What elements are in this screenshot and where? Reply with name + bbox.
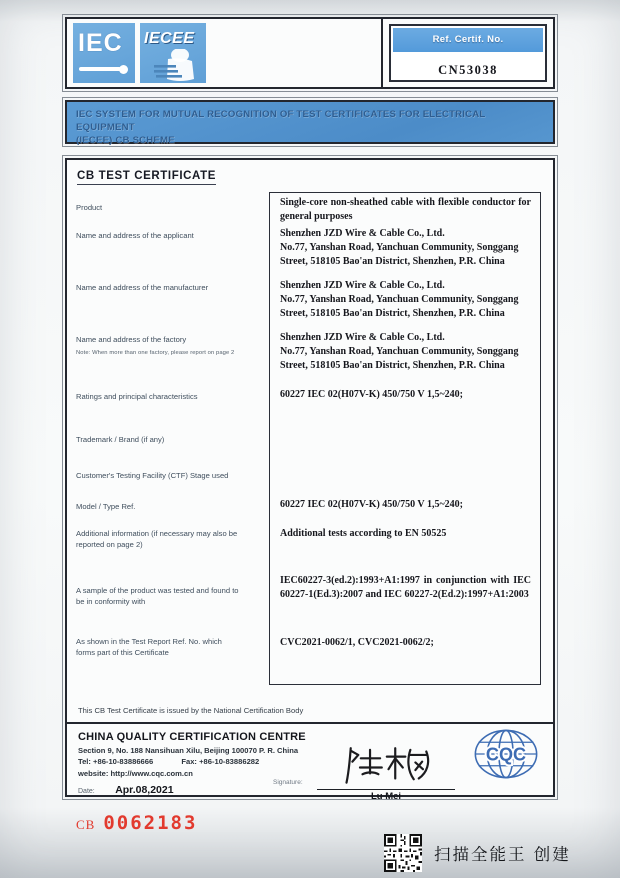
tel: Tel: +86-10-83886666 (78, 757, 154, 767)
row-value (269, 276, 541, 328)
ref-certif-label: Ref. Certif. No. (393, 28, 543, 52)
row-label: Ratings and principal characteristics (76, 392, 198, 401)
row-value: CVC2021-0062/1, CVC2021-0062/2; (269, 633, 541, 685)
fax: Fax: +86-10-83886282 (181, 757, 260, 767)
row-model-type (67, 495, 553, 524)
row-label-text: Name and address of the factory (76, 335, 187, 344)
row-label: A sample of the product was tested and found to be in conformity with (76, 586, 239, 606)
row-label: Additional information (if necessary may also be reported on page 2) (76, 529, 238, 549)
certification-body-footer (67, 722, 553, 807)
factory-note: Note: When more than one factory, please report on page 2 (76, 350, 235, 356)
iec-logo-icon (73, 23, 135, 83)
row-label: As shown in the Test Report Ref. No. which forms part of this Certificate (76, 637, 222, 657)
date-label: Date: (78, 788, 95, 795)
row-product (67, 192, 553, 224)
iecee-mark-icon (140, 49, 206, 83)
row-applicant (67, 224, 553, 276)
row-label: Trademark / Brand (if any) (76, 435, 165, 444)
date-value: Apr.08,2021 (115, 784, 174, 796)
row-value: Single-core non-sheathed cable with flexible conductor for general purposes (269, 192, 541, 224)
website-line: website: http://www.cqc.com.cn (78, 768, 193, 778)
logo-cell (67, 19, 383, 87)
signatory-name: Lu Mei (370, 791, 402, 802)
certificate-body-box (62, 155, 558, 800)
row-label: Name and address of the manufacturer (76, 283, 209, 292)
row-label: Model / Type Ref. (76, 502, 136, 511)
address-line: No.77, Yanshan Road, Yanchuan Community, Songgang Street, 518105 Bao'an District, Shenzhen, P.R. China (280, 346, 519, 371)
signature-label: Signature: (273, 779, 303, 786)
stamp-number: 0062183 (103, 812, 198, 834)
date-line (78, 780, 174, 798)
row-value (269, 224, 541, 276)
signature-block (273, 744, 455, 802)
row-additional-info (67, 524, 553, 571)
row-manufacturer (67, 276, 553, 328)
certificate-serial-stamp (76, 812, 197, 834)
row-value: 60227 IEC 02(H07V-K) 450/750 V 1,5~240; (269, 385, 541, 428)
scanner-watermark-text: 扫描全能王 创建 (434, 845, 571, 864)
signature-handwriting (326, 744, 446, 786)
header-box (62, 14, 558, 92)
row-trademark (67, 428, 553, 467)
iecee-logo-text: IECEE (144, 30, 195, 47)
iec-logo-bar (79, 67, 121, 71)
row-label (67, 328, 269, 385)
row-label: Customer's Testing Facility (CTF) Stage used (76, 471, 229, 480)
row-value (269, 328, 541, 385)
scheme-banner-line1: IEC SYSTEM FOR MUTUAL RECOGNITION OF TEST CERTIFICATES FOR ELECTRICAL EQUIPMENT (76, 109, 486, 133)
row-conformity (67, 571, 553, 633)
certification-body-address: Section 9, No. 188 Nansihuan Xilu, Beijing 100070 P. R. China (78, 746, 299, 755)
cqc-logo-text: CQC (485, 744, 527, 765)
company-line: Shenzhen JZD Wire & Cable Co., Ltd. (280, 332, 445, 343)
iec-logo-text: IEC (78, 29, 123, 57)
row-value (269, 428, 541, 467)
row-value: 60227 IEC 02(H07V-K) 450/750 V 1,5~240; (269, 495, 541, 524)
qr-code-icon (384, 834, 422, 872)
certificate-title: CB TEST CERTIFICATE (77, 170, 216, 185)
iecee-logo-icon (140, 23, 206, 83)
company-line: Shenzhen JZD Wire & Cable Co., Ltd. (280, 280, 445, 291)
company-line: Shenzhen JZD Wire & Cable Co., Ltd. (280, 228, 445, 239)
row-label: Product (76, 203, 103, 212)
row-factory (67, 328, 553, 385)
signature-line (317, 789, 455, 790)
row-test-report (67, 633, 553, 685)
ref-cell (383, 19, 553, 87)
ref-certif-box (389, 24, 547, 82)
scheme-banner (62, 97, 558, 147)
row-value: IEC60227-3(ed.2):1993+A1:1997 in conjunction with IEC 60227-1(Ed.3):2007 and IEC 60227-2(Ed.2):1997+A1:2003 (269, 571, 541, 633)
certificate-rows (67, 192, 553, 685)
iec-logo-dot (119, 65, 128, 74)
address-line: No.77, Yanshan Road, Yanchuan Community, Songgang Street, 518105 Bao'an District, Shenzhen, P.R. China (280, 242, 519, 267)
scheme-banner-line2: (IECEE) CB SCHEME (76, 134, 175, 146)
stamp-prefix: CB (76, 817, 96, 832)
issued-by-line: This CB Test Certificate is issued by the National Certification Body (78, 706, 304, 715)
row-value: Additional tests according to EN 50525 (269, 524, 541, 571)
cqc-logo-icon (473, 727, 539, 781)
row-value (269, 467, 541, 495)
row-ratings (67, 385, 553, 428)
scanner-watermark (384, 834, 571, 872)
row-label: Name and address of the applicant (76, 231, 194, 240)
certification-body-name: CHINA QUALITY CERTIFICATION CENTRE (78, 731, 306, 743)
ref-certif-number: CN53038 (438, 63, 498, 77)
address-line: No.77, Yanshan Road, Yanchuan Community, Songgang Street, 518105 Bao'an District, Shenzhen, P.R. China (280, 294, 519, 319)
row-ctf-stage (67, 467, 553, 495)
